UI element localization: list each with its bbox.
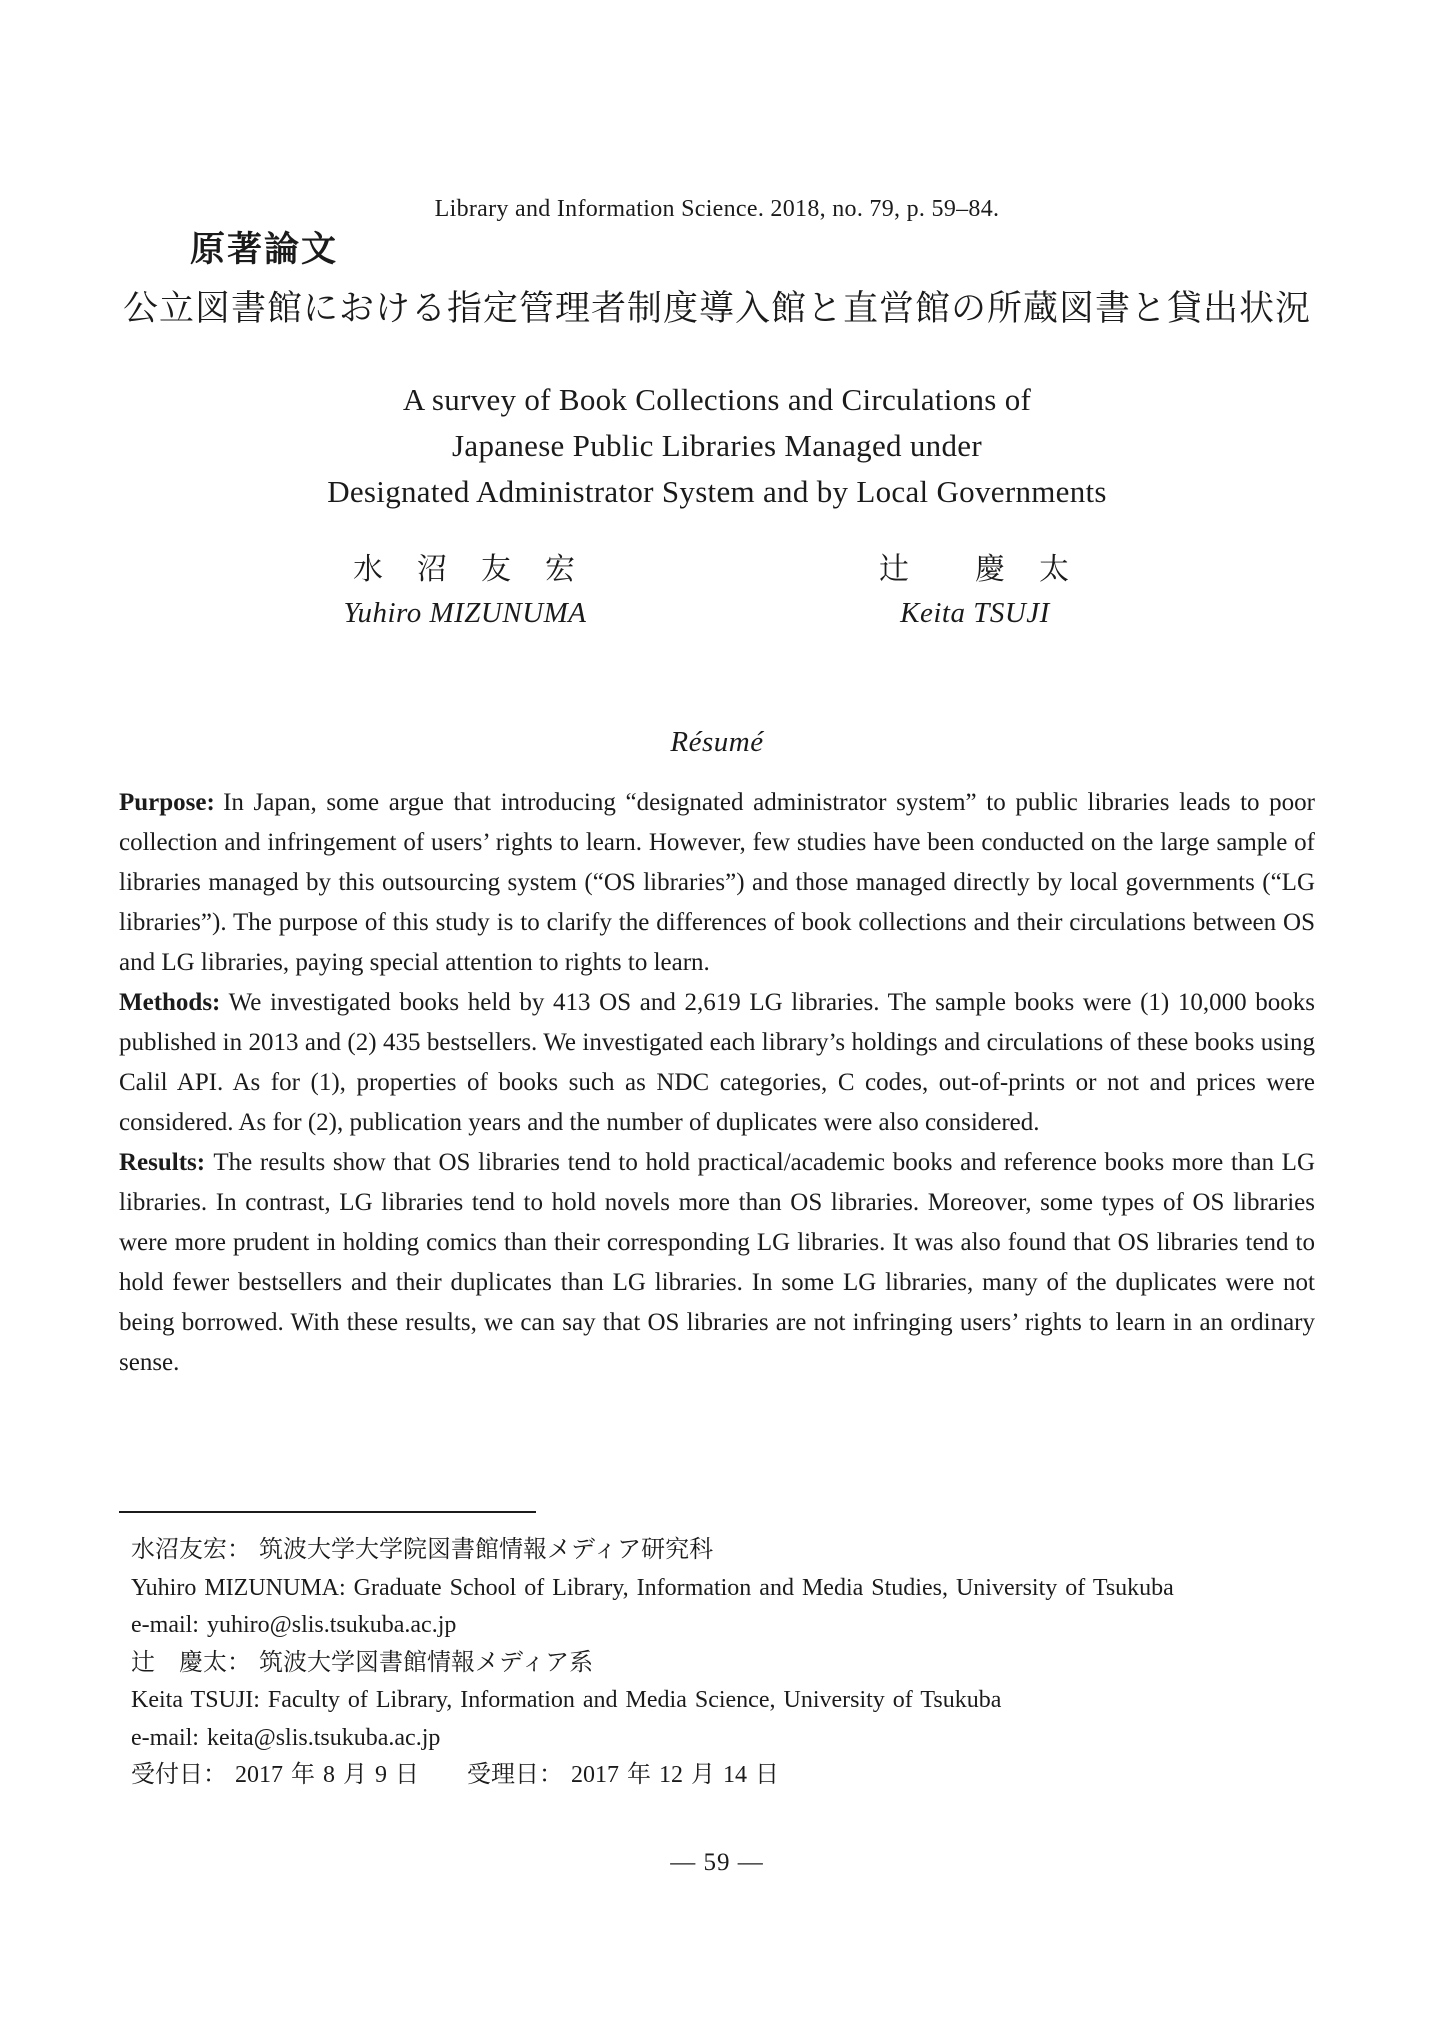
title-english <box>119 377 1315 515</box>
abstract-paragraph-results <box>119 1143 1315 1383</box>
abstract-paragraph-methods <box>119 983 1315 1143</box>
author-second-name-romanized: Keita TSUJI <box>900 597 1050 629</box>
page-number: — 59 — <box>670 1849 764 1876</box>
footnote-affiliation-en-2: Keita TSUJI: Faculty of Library, Information and Media Science, University of Tsukuba <box>131 1687 1002 1713</box>
results-text: The results show that OS libraries tend to hold practical/academic books and reference books more than LG libraries. In contrast, LG libraries tend to hold novels more than OS libraries. Moreover, some types of OS libraries were more prudent in holding comics than their corresponding LG libraries. It was also found that OS libraries tend to hold fewer bestsellers and their duplicates than LG libraries. In some LG libraries, many of the duplicates were not being borrowed. With these results, we can say that OS libraries are not infringing users’ rights to learn in an ordinary sense. <box>119 1149 1315 1376</box>
abstract-paragraph-purpose <box>119 783 1315 983</box>
journal-citation: Library and Information Science. 2018, no. 79, p. 59–84. <box>434 196 1000 222</box>
purpose-text: In Japan, some argue that introducing “designated administrator system” to public libraries leads to poor collection and infringement of users’ rights to learn. However, few studies have been conducted on the large sample of libraries managed by this outsourcing system (“OS libraries”) and those managed directly by local governments (“LG libraries”). The purpose of this study is to clarify the differences of book collections and their circulations between OS and LG libraries, paying special attention to rights to learn. <box>119 789 1315 976</box>
title-english-line-2: Japanese Public Libraries Managed under <box>452 428 982 463</box>
footnote-email-2: e-mail: keita@slis.tsukuba.ac.jp <box>131 1724 441 1751</box>
methods-text: We investigated books held by 413 OS and 2,619 LG libraries. The sample books were (1) 10,000 books published in 2013 and (2) 435 bestsellers. We investigated each library’s holdings and circulations of these books using Calil API. As for (1), properties of books such as NDC categories, C codes, out-of-prints or not and prices were considered. As for (2), publication years and the number of duplicates were also considered. <box>119 989 1315 1136</box>
author-first-name-japanese: 水 沼 友 宏 <box>353 553 577 586</box>
footnote-email-1: e-mail: yuhiro@slis.tsukuba.ac.jp <box>131 1612 457 1638</box>
title-english-line-1: A survey of Book Collections and Circulations of <box>402 382 1032 417</box>
article-type-label: 原著論文 <box>190 230 339 269</box>
footnote-divider <box>119 1511 536 1513</box>
methods-label: Methods: <box>119 989 221 1016</box>
author-second <box>676 544 1274 630</box>
author-first-name-romanized: Yuhiro MIZUNUMA <box>343 597 587 629</box>
abstract-body <box>119 783 1315 1383</box>
authors-row <box>119 544 1315 630</box>
footnote-block <box>131 1532 1271 1795</box>
results-label: Results: <box>119 1149 206 1176</box>
footnote-affiliation-en-1: Yuhiro MIZUNUMA: Graduate School of Library, Information and Media Studies, University of Tsukuba <box>131 1574 1174 1601</box>
purpose-label: Purpose: <box>119 789 215 816</box>
abstract-heading: Résumé <box>670 726 764 758</box>
title-english-line-3: Designated Administrator System and by Local Governments <box>327 474 1107 509</box>
author-first <box>166 544 764 630</box>
author-second-name-japanese: 辻 慶 太 <box>879 553 1071 586</box>
footnote-received-accepted-dates: 受付日： 2017 年 8 月 9 日 受理日： 2017 年 12 月 14 日 <box>131 1762 779 1788</box>
footnote-affiliation-ja-2: 辻 慶太： 筑波大学図書館情報メディア系 <box>131 1649 594 1676</box>
title-japanese: 公立図書館における指定管理者制度導入館と直営館の所蔵図書と貸出状況 <box>122 289 1311 328</box>
footnote-affiliation-ja-1: 水沼友宏： 筑波大学大学院図書館情報メディア研究科 <box>131 1537 714 1563</box>
